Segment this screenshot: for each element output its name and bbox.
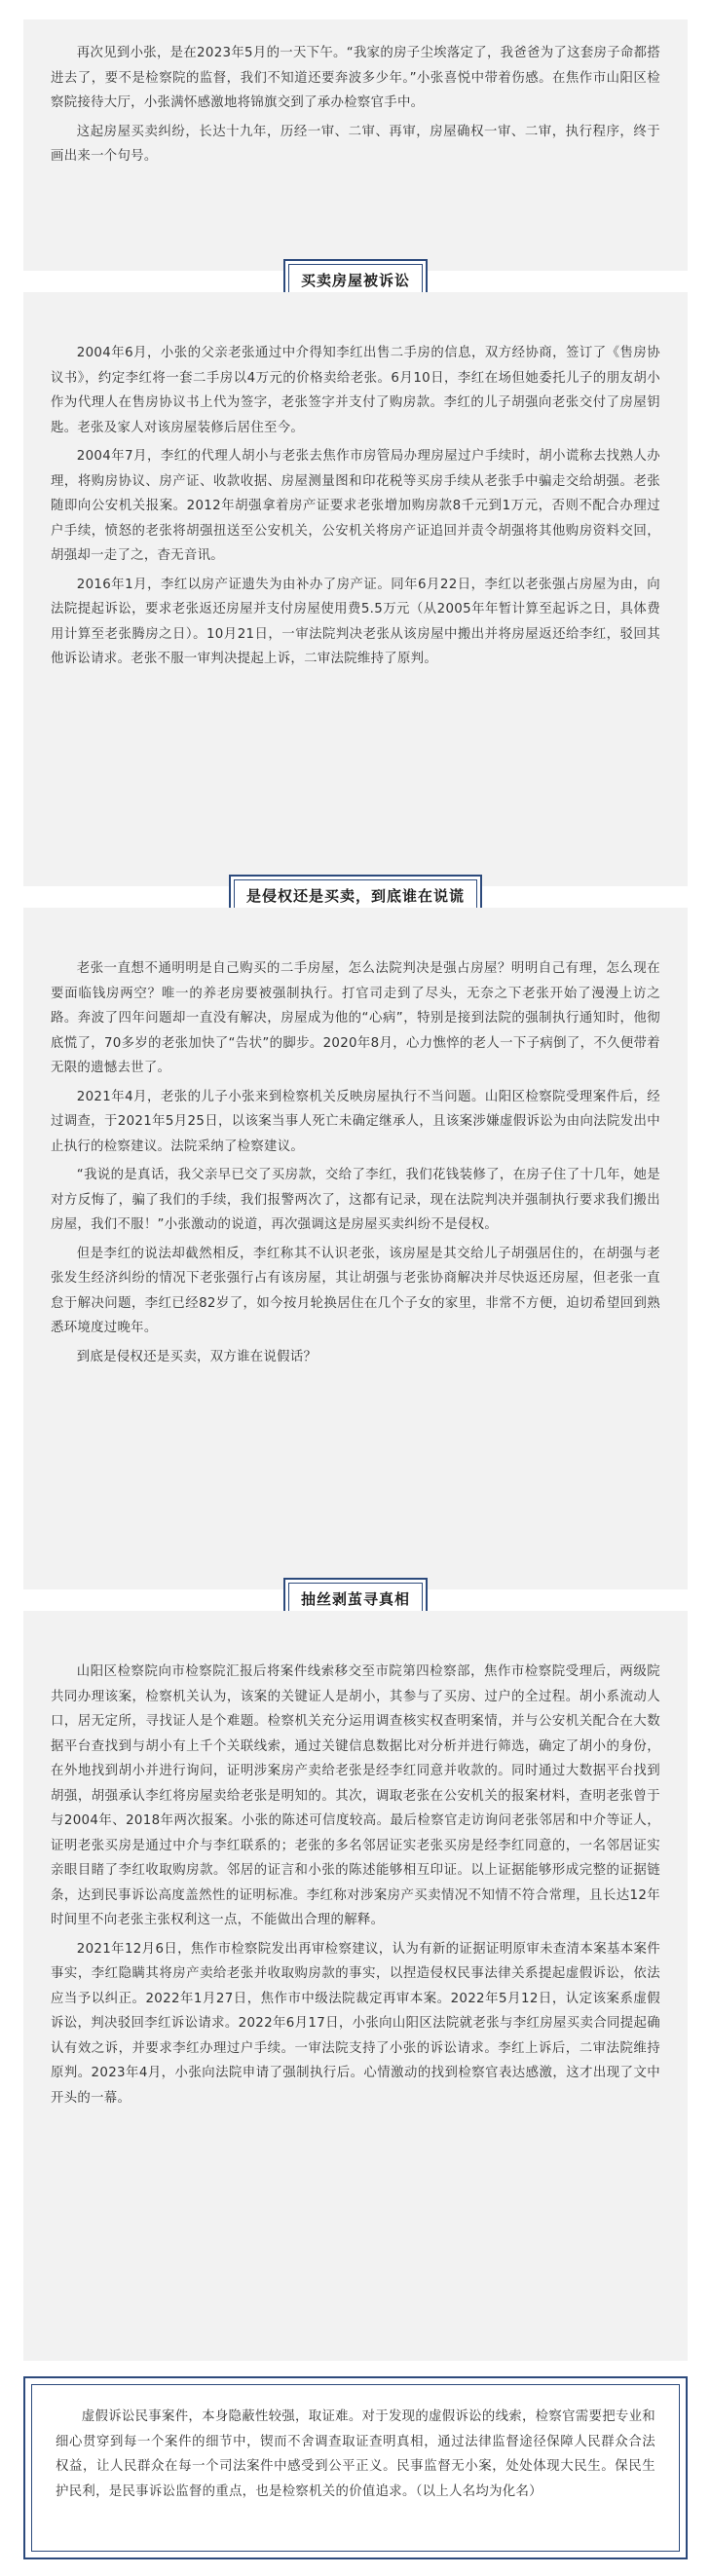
section2-paragraph: 到底是侵权还是买卖，双方谁在说假话？ [76,1349,318,1364]
closing-paragraph: 虚假诉讼民事案件，本身隐蔽性较强，取证难。对于发现的虚假诉讼的线索，检察官需要把专业和细心贯穿到每一个案件的细节中，锲而不舍调查取证查明真相，通过法律监督途径保障人民群众合法权益，让人民群众在每一个司法案件中感受到公平正义。民事监督无小案，处处体现大民生。保民生护民利，是民事诉讼监督的重点，也是检察机关的价值追求。（以上人名均为化名） [56,2409,655,2499]
section2-paragraph: 但是李红的说法却截然相反，李红称其不认识老张，该房屋是其交给儿子胡强居住的，在胡强与老张发生经济纠纷的情况下老张强行占有该房屋，其让胡强与老张协商解决并尽快返还房屋，但老张一直怠于解决问题，李红已经82岁了，如今按月轮换居住在几个子女的家里，非常不方便，迫切希望回到熟悉环境度过晚年。 [51,1246,660,1335]
closing-box [23,2376,688,2559]
intro-panel [23,19,688,271]
section2-paragraph: “我说的是真话，我父亲早已交了买房款，交给了李红，我们花钱装修了，在房子住了十几年，她是对方反悔了，骗了我们的手续，我们报警两次了，这都有记录，现在法院判决并强制执行要求我们搬出房屋，我们不服！”小张激动的说道，再次强调这是房屋买卖纠纷不是侵权。 [51,1168,660,1232]
section3-panel [23,1611,688,2361]
section1-paragraph: 2004年7月，李红的代理人胡小与老张去焦作市房管局办理房屋过户手续时，胡小谎称去找熟人办理，将购房协议、房产证、收款收据、房屋测量图和印花税等买房手续从老张手中骗走交给胡强。老张随即向公安机关报案。2012年胡强拿着房产证要求老张增加购房款8千元到1万元，否则不配合办理过户手续，愤怒的老张将胡强扭送至公安机关，公安机关将房产证追回并责令胡强将其他购房资料交回，胡强却一走了之，杳无音讯。 [51,449,660,563]
intro-paragraph: 这起房屋买卖纠纷，长达十九年，历经一审、二审、再审，房屋确权一审、二审，执行程序，终于画出来一个句号。 [51,124,660,164]
section2-heading-text: 是侵权还是买卖，到底谁在说谎 [234,879,477,912]
section1-paragraph: 2004年6月，小张的父亲老张通过中介得知李红出售二手房的信息，双方经协商，签订了《售房协议书》，约定李红将一套二手房以4万元的价格卖给老张。6月10日，李红在场但她委托儿子的朋友胡小作为代理人在售房协议书上代为签字，老张签字并支付了购房款。李红的儿子胡强向老张交付了房屋钥匙。老张及家人对该房屋装修后居住至今。 [51,346,660,435]
section2-paragraph: 老张一直想不通明明是自己购买的二手房屋，怎么法院判决是强占房屋？明明自己有理，怎么现在要面临钱房两空？唯一的养老房要被强制执行。打官司走到了尽头，无奈之下老张开始了漫漫上访之路。奔波了四年问题却一直没有解决，房屋成为他的“心病”，特别是接到法院的强制执行通知时，他彻底慌了，70多岁的老张加快了“告状”的脚步。2020年8月，心力憔悴的老人一下子病倒了，不久便带着无限的遗憾去世了。 [51,961,660,1075]
section1-heading-text: 买卖房屋被诉讼 [288,264,423,296]
intro-paragraph: 再次见到小张，是在2023年5月的一天下午。“我家的房子尘埃落定了，我爸爸为了这套房子命都搭进去了，要不是检察院的监督，我们不知道还要奔波多少年。”小张喜悦中带着伤感。在焦作市山阳区检察院接待大厅，小张满怀感激地将锦旗交到了承办检察官手中。 [51,46,660,110]
section3-paragraph: 山阳区检察院向市检察院汇报后将案件线索移交至市院第四检察部，焦作市检察院受理后，两级院共同办理该案，检察机关认为，该案的关键证人是胡小，其参与了买房、过户的全过程。胡小系流动人口，居无定所，寻找证人是个难题。检察机关充分运用调查核实权查明案情，并与公安机关配合在大数据平台查找到与胡小有上千个关联线索，通过关键信息数据比对分析并进行筛选，确定了胡小的身份，在外地找到胡小并进行询问，证明涉案房产卖给老张是经李红同意并收款的。同时通过大数据平台找到胡强，胡强承认李红将房屋卖给老张是明知的。其次，调取老张在公安机关的报案材料，查明老张曾于与2004年、2018年两次报案。小张的陈述可信度较高。最后检察官走访询问老张邻居和中介等证人，证明老张买房是通过中介与李红联系的；老张的多名邻居证实老张买房是经李红同意的，一名邻居证实亲眼目睹了李红收取购房款。邻居的证言和小张的陈述能够相互印证。以上证据能够形成完整的证据链条，达到民事诉讼高度盖然性的证明标准。李红称对涉案房产买卖情况不知情不符合常理，且长达12年时间里不向老张主张权利这一点，不能做出合理的解释。 [51,1664,660,1927]
section3-heading-text: 抽丝剥茧寻真相 [288,1583,423,1615]
section1-panel [23,292,688,886]
section2-panel [23,908,688,1589]
closing-box-inner [31,2384,680,2552]
section1-paragraph: 2016年1月，李红以房产证遗失为由补办了房产证。同年6月22日，李红以老张强占房屋为由，向法院提起诉讼，要求老张返还房屋并支付房屋使用费5.5万元（从2005年年暂计算至起诉之日，具体费用计算至老张腾房之日）。10月21日，一审法院判决老张从该房屋中搬出并将房屋返还给李红，驳回其他诉讼请求。老张不服一审判决提起上诉，二审法院维持了原判。 [51,577,660,666]
section3-paragraph: 2021年12月6日，焦作市检察院发出再审检察建议，认为有新的证据证明原审未查清本案基本案件事实，李红隐瞒其将房产卖给老张并收取购房款的事实，以捏造侵权民事法律关系提起虚假诉讼，依法应当予以纠正。2022年1月27日，焦作市中级法院裁定再审本案。2022年5月12日，认定该案系虚假诉讼，判决驳回李红诉讼请求。2022年6月17日，小张向山阳区法院就老张与李红房屋买卖合同提起确认有效之诉，并要求李红办理过户手续。一审法院支持了小张的诉讼请求。李红上诉后，二审法院维持原判。2023年4月，小张向法院申请了强制执行后。心情激动的找到检察官表达感激，这才出现了文中开头的一幕。 [51,1941,660,2106]
section2-paragraph: 2021年4月，老张的儿子小张来到检察机关反映房屋执行不当问题。山阳区检察院受理案件后，经过调查，于2021年5月25日，以该案当事人死亡未确定继承人，且该案涉嫌虚假诉讼为由向法院发出中止执行的检察建议。法院采纳了检察建议。 [51,1089,660,1154]
